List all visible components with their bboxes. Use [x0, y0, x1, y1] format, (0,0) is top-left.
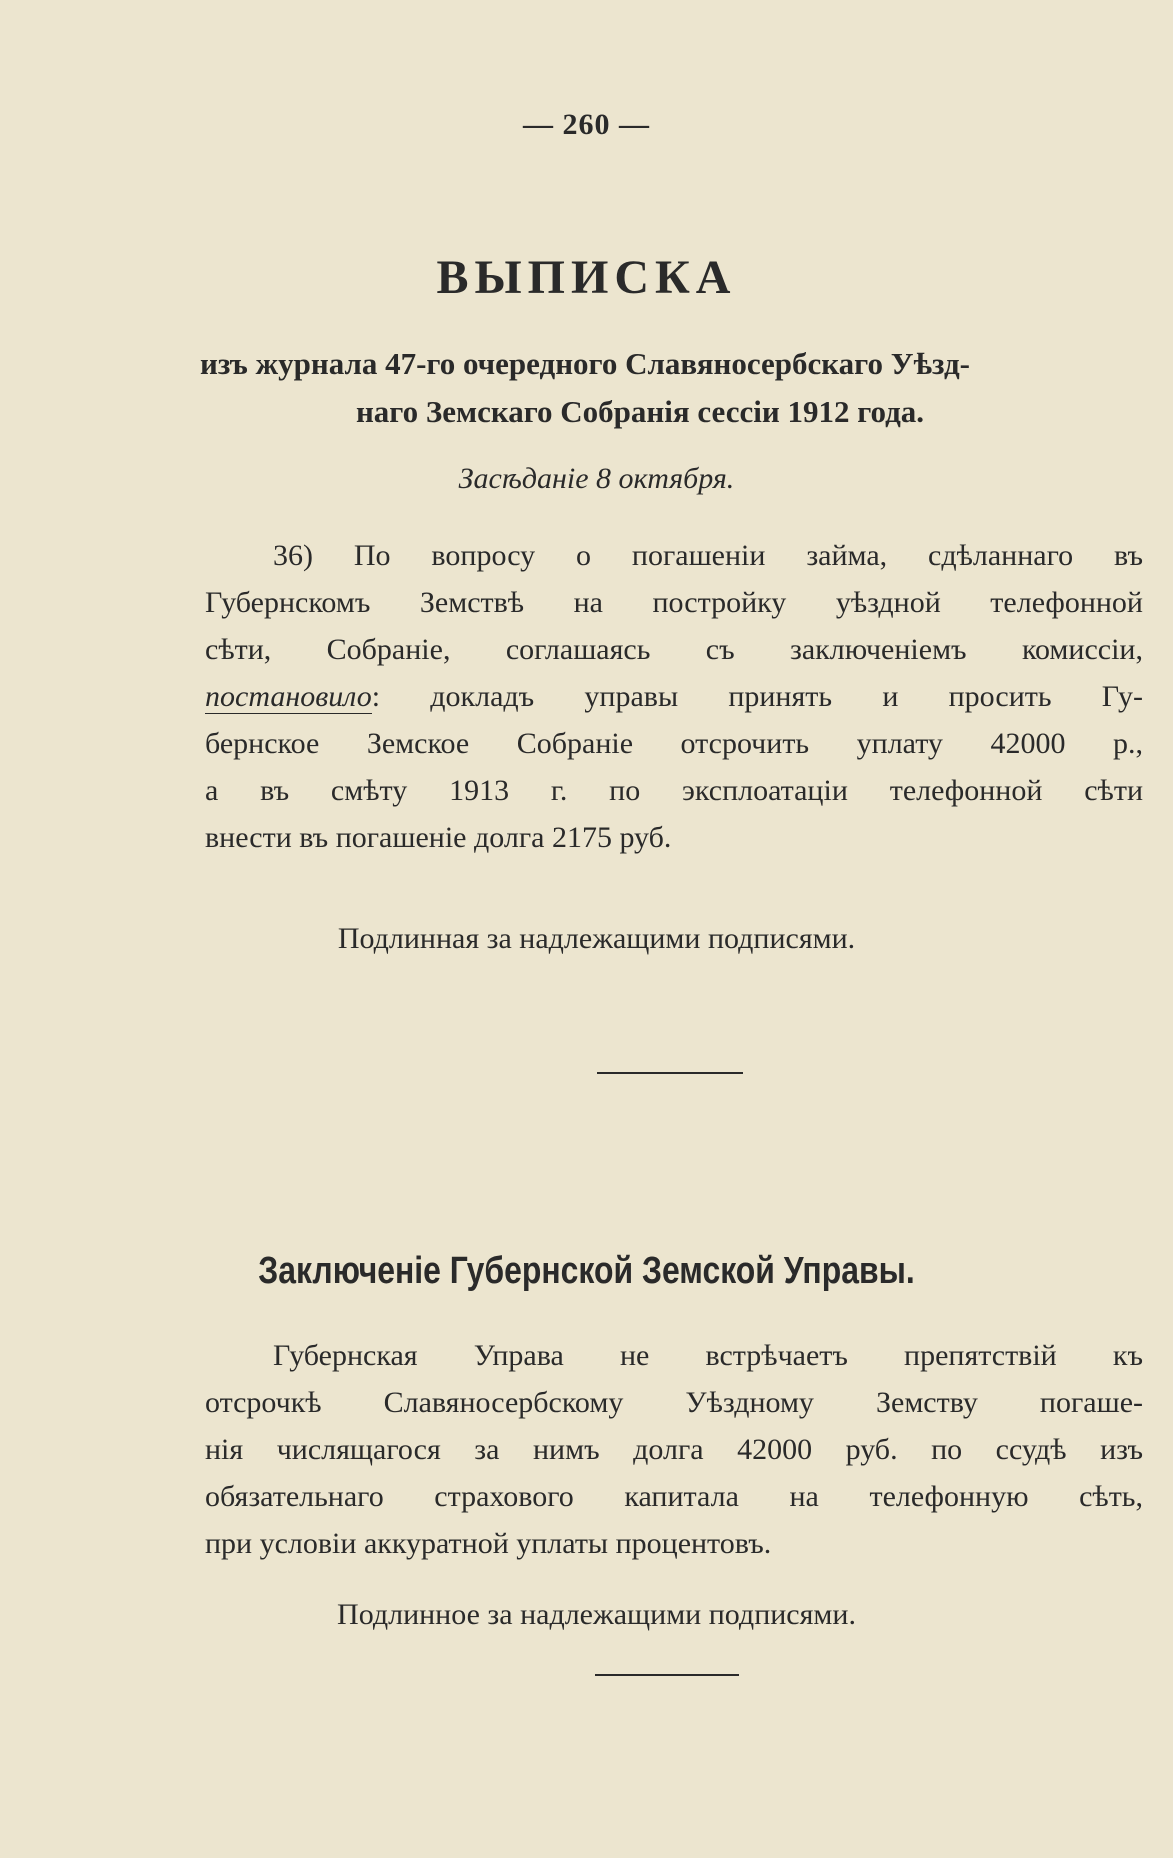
paragraph-line: внести въ погашеніе долга 2175 руб.	[205, 821, 672, 854]
session-date: Засѣданіе 8 октября.	[458, 462, 735, 495]
resolution-paragraph	[205, 532, 1143, 861]
paragraph-line: обязательнаго страхового капитала на телефонную сѣть,	[205, 1480, 1143, 1513]
paragraph-line	[205, 673, 1143, 720]
paragraph-line: Губернскомъ Земствѣ на постройку уѣздной телефонной	[205, 586, 1143, 619]
resolved-keyword: постановило	[205, 680, 372, 713]
subtitle-line-2: наго Земскаго Собранія сессіи 1912 года.	[355, 394, 925, 429]
paragraph-line-rest: : докладъ управы принять и просить Гу-	[371, 680, 1143, 713]
divider-rule	[597, 1072, 743, 1074]
divider-rule	[595, 1674, 739, 1676]
document-subtitle	[200, 340, 1140, 436]
paragraph-line: бернское Земское Собраніе отсрочить уплату 42000 р.,	[205, 727, 1143, 760]
paragraph-line: сѣти, Собраніе, соглашаясь съ заключеніемъ комиссіи,	[205, 633, 1143, 666]
paragraph-line: а въ смѣту 1913 г. по эксплоатаціи телефонной сѣти	[205, 774, 1143, 807]
document-title: ВЫПИСКА	[436, 251, 737, 304]
paragraph-line: Губернская Управа не встрѣчаетъ препятствій къ	[273, 1339, 1143, 1372]
paragraph-line: 36) По вопросу о погашеніи займа, сдѣланнаго въ	[273, 539, 1143, 572]
section-heading: Заключеніе Губернской Земской Управы.	[258, 1250, 915, 1292]
subtitle-line-1: изъ журнала 47-го очередного Славяносербскаго Уѣзд-	[200, 346, 970, 381]
paragraph-line: нія числящагося за нимъ долга 42000 руб. по ссудѣ изъ	[205, 1433, 1143, 1466]
paragraph-line: при условіи аккуратной уплаты процентовъ.	[205, 1527, 772, 1560]
page-number: — 260 —	[523, 108, 650, 141]
signature-note-1: Подлинная за надлежащими подписями.	[337, 922, 856, 955]
conclusion-paragraph	[205, 1332, 1143, 1567]
signature-note-2: Подлинное за надлежащими подписями.	[337, 1598, 856, 1631]
paragraph-line: отсрочкѣ Славяносербскому Уѣздному Земству погаше-	[205, 1386, 1143, 1419]
